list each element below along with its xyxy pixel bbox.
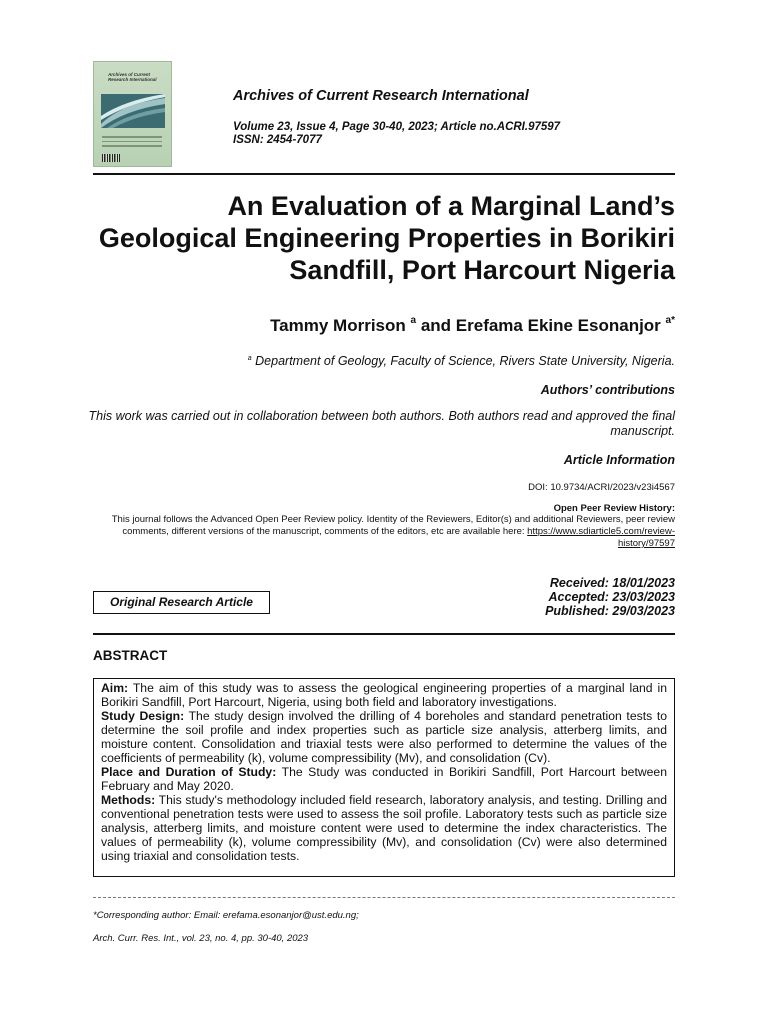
abstract-section (101, 765, 667, 793)
abstract-box (93, 678, 675, 877)
author-joiner: and (420, 316, 452, 335)
abstract-section (101, 709, 667, 765)
author-list (270, 315, 675, 336)
abstract-section-label: Methods: (101, 793, 156, 807)
contributions-text: This work was carried out in collaboration between both authors. Both authors read and approved the final manuscript. (88, 409, 675, 438)
received-date: Received: 18/01/2023 (549, 576, 675, 590)
cover-title: Archives of Current Research International (108, 72, 157, 82)
author-affiliation-mark: a (410, 315, 417, 326)
abstract-section (101, 681, 667, 709)
journal-cover-image (93, 61, 172, 167)
paper-title: An Evaluation of a Marginal Land’s Geological Engineering Properties in Borikiri Sandfill, Port Harcourt Nigeria (98, 191, 675, 285)
journal-issn: ISSN: 2454-7077 (233, 134, 322, 146)
abstract-section-label: Study Design: (101, 709, 185, 723)
contributions-heading: Authors’ contributions (540, 383, 675, 397)
abstract-section-text: This study's methodology included field research, laboratory analysis, and testing. Drilling and conventional penetration tests were used to assess the soil profile. Laboratory tests such as particle size analysis, atterberg limits, and moisture content were used to determine the index characteristics. The values of permeability (k), volume compressibility (Mv), and consolidation (Cv) were also determined using triaxial and consolidation tests. (101, 793, 667, 863)
affiliation-mark: a (247, 355, 252, 362)
affiliation-text: Department of Geology, Faculty of Science, Rivers State University, Nigeria. (255, 354, 675, 368)
article-info-heading: Article Information (563, 453, 675, 467)
peer-review-description: This journal follows the Advanced Open Peer Review policy. Identity of the Reviewers, Editor(s) and additional Reviewers, peer review comments, different versions of the manuscript, comments of the editors, etc are available here: (111, 514, 675, 537)
section-rule (93, 633, 675, 635)
footnote-divider (93, 897, 675, 898)
citation-line: Arch. Curr. Res. Int., vol. 23, no. 4, pp. 30-40, 2023 (93, 933, 309, 944)
journal-volume: Volume 23, Issue 4, Page 30-40, 2023; Article no.ACRI.97597 (233, 121, 561, 133)
abstract-section-text: The Study was conducted in Borikiri Sandfill, Port Harcourt between February and May 2020. (101, 765, 667, 793)
abstract-section-text: The aim of this study was to assess the geological engineering properties of a marginal land in Borikiri Sandfill, Port Harcourt, Nigeria, using both field and laboratory investigations. (101, 681, 668, 709)
cover-barcode (102, 154, 120, 162)
abstract-section-text: The study design involved the drilling of 4 boreholes and standard penetration tests to determine the soil profile and index properties such as particle size analysis, atterberg limits, and moisture content. Consolidation and triaxial tests were also performed to determine the values of the coefficients of permeability (k), volume compressibility (Mv), and consolidation (Cv). (101, 709, 667, 765)
abstract-section-label: Aim: (101, 681, 129, 695)
corresponding-author-footnote: *Corresponding author: Email: erefama.esonanjor@ust.edu.ng; (93, 910, 359, 921)
author-affiliation-mark: a* (665, 315, 675, 326)
journal-name: Archives of Current Research International (233, 88, 529, 104)
accepted-date: Accepted: 23/03/2023 (548, 590, 675, 604)
header-rule (93, 173, 675, 175)
peer-review-heading: Open Peer Review History: (553, 503, 675, 514)
published-date: Published: 29/03/2023 (545, 604, 675, 618)
article-type-badge: Original Research Article (93, 591, 270, 614)
affiliation (248, 354, 675, 368)
abstract-heading: ABSTRACT (93, 648, 168, 663)
author-name: Tammy Morrison (270, 316, 406, 335)
cover-artwork (101, 94, 165, 128)
peer-review-text (75, 514, 675, 550)
abstract-section (101, 793, 667, 863)
abstract-section-label: Place and Duration of Study: (101, 765, 277, 779)
review-history-link[interactable]: https://www.sdiarticle5.com/review-history/97597 (527, 526, 675, 549)
author-name: Erefama Ekine Esonanjor (455, 316, 661, 335)
cover-text-lines (102, 136, 162, 150)
doi[interactable]: DOI: 10.9734/ACRI/2023/v23i4567 (528, 482, 675, 493)
